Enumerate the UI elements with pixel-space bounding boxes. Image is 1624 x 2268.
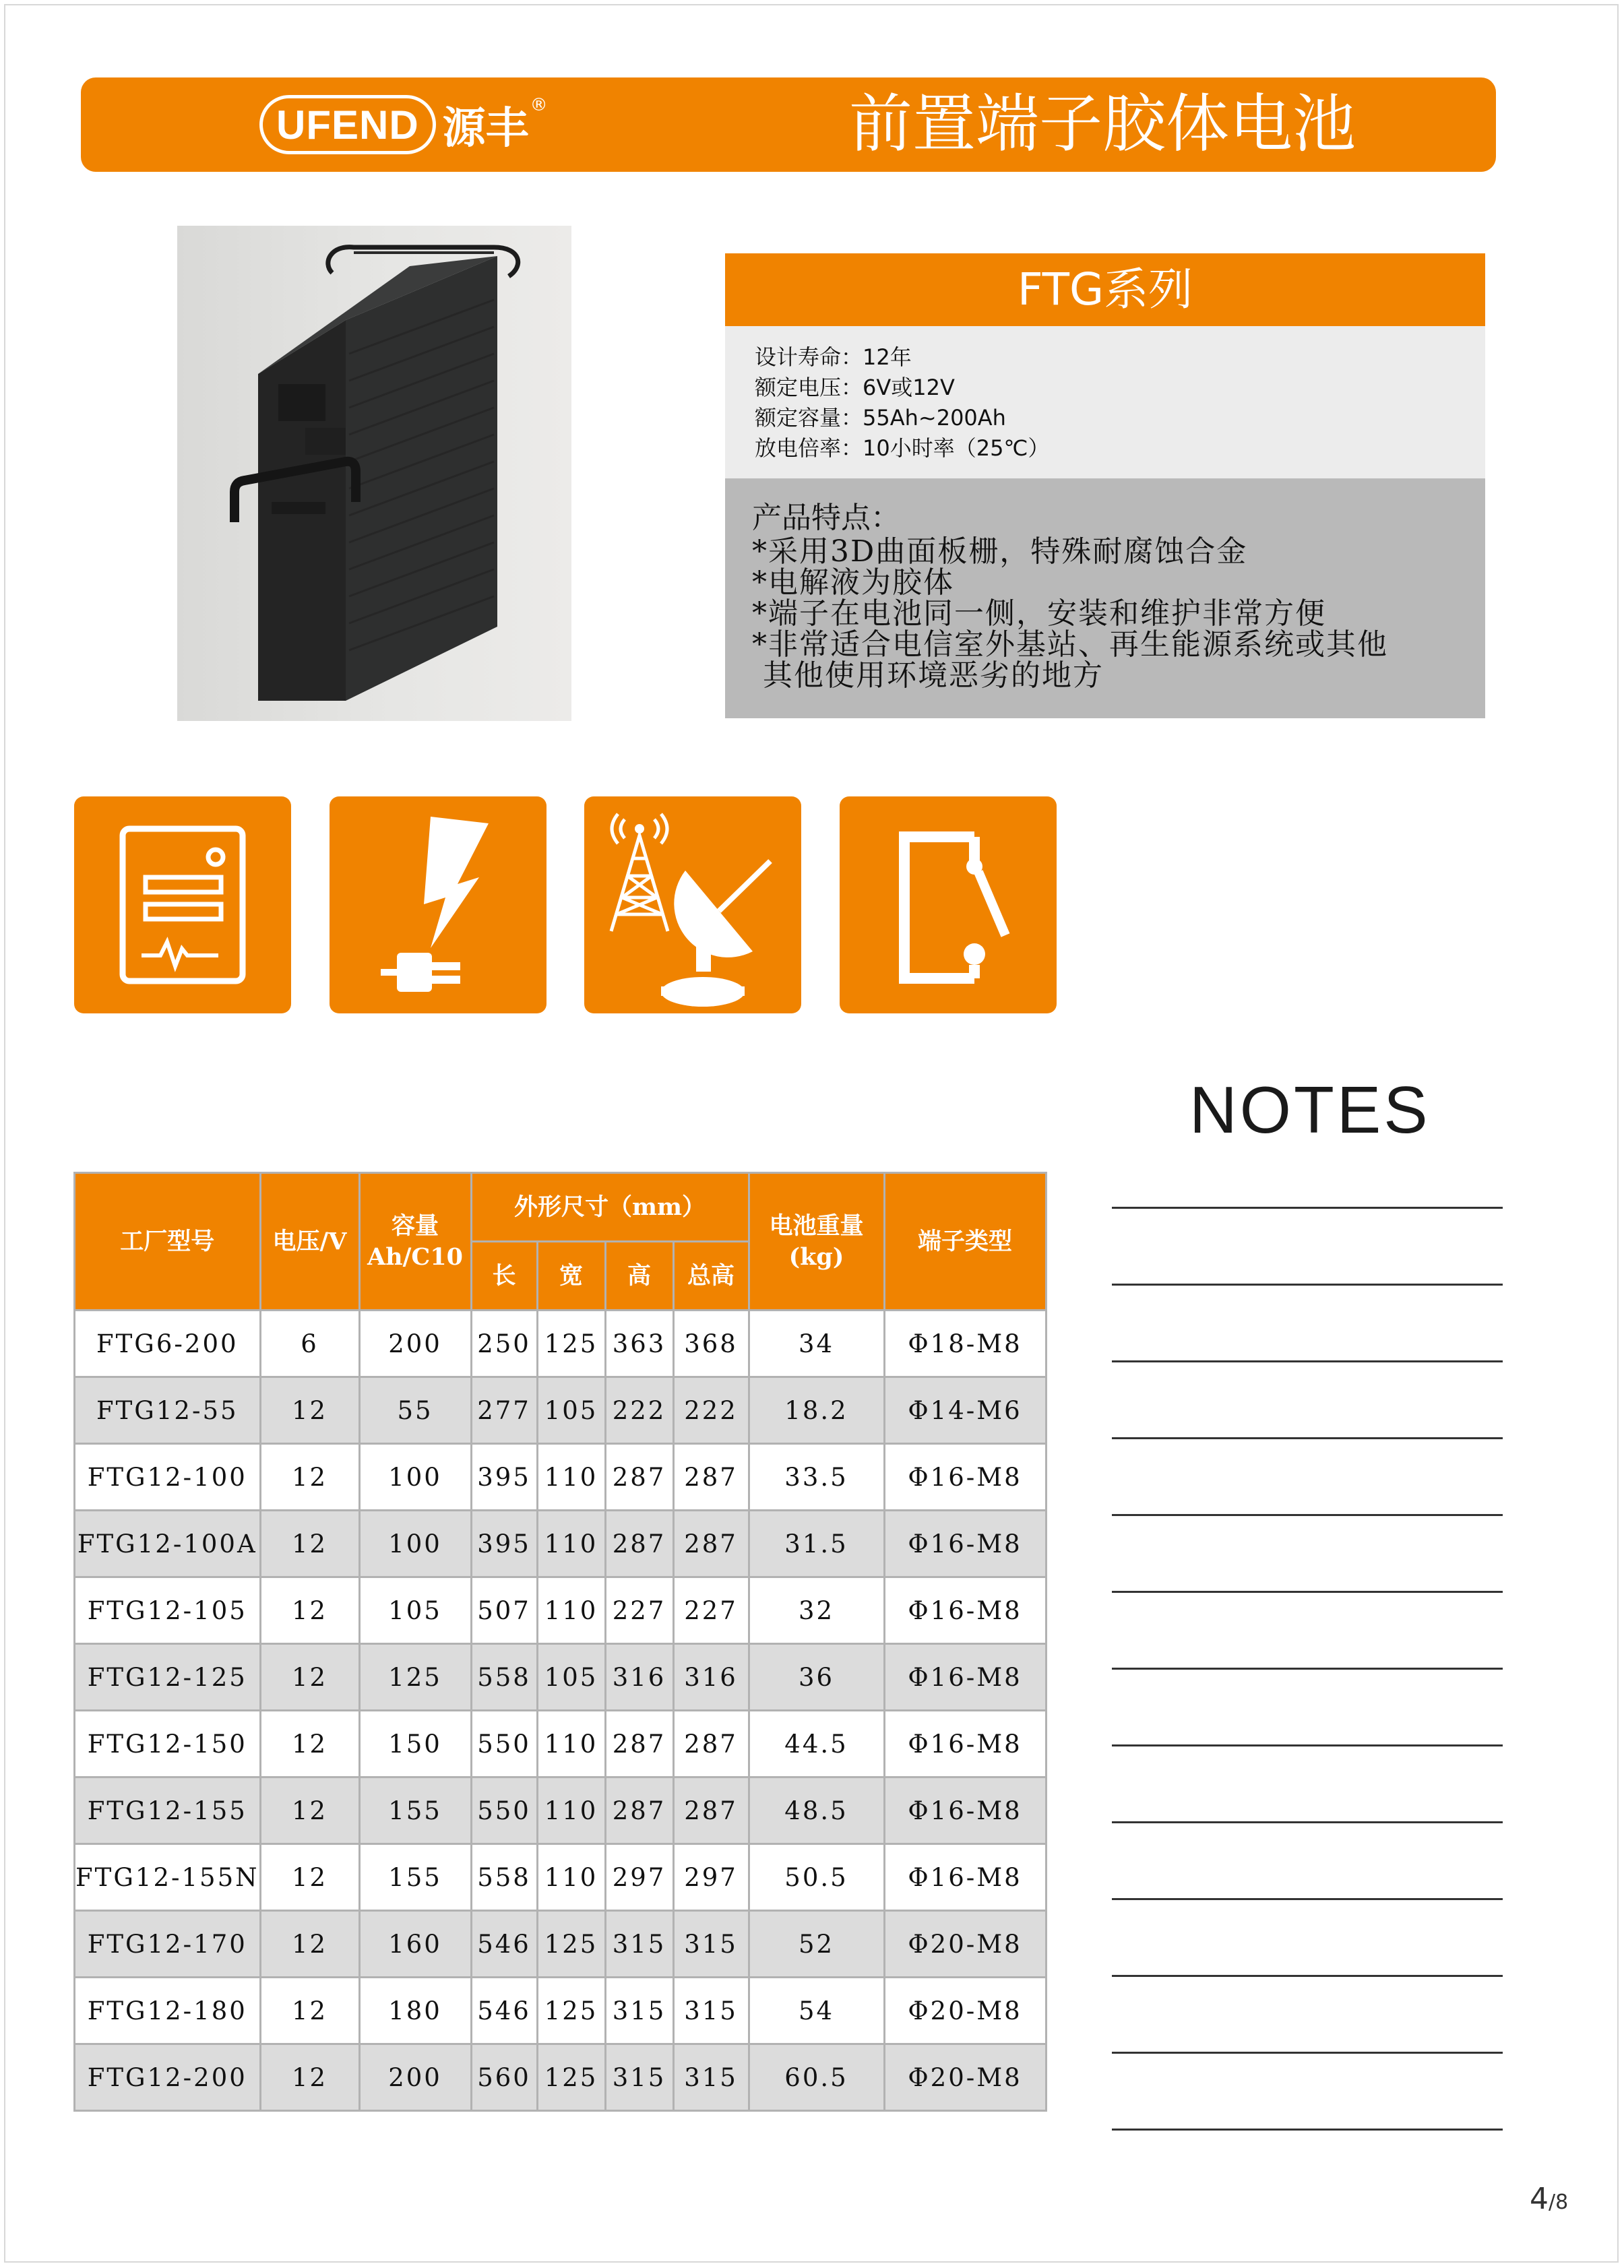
cell-width: 125 xyxy=(537,1978,605,2044)
cell-model: FTG12-155 xyxy=(75,1777,261,1844)
cell-model: FTG12-100A xyxy=(75,1511,261,1577)
table-row xyxy=(75,1911,1047,1978)
cell-terminal: Φ14-M6 xyxy=(884,1377,1046,1444)
note-line xyxy=(1112,2052,1503,2054)
cell-weight: 52 xyxy=(749,1911,884,1978)
lightning-plug-icon xyxy=(330,796,546,1013)
cell-total-height: 315 xyxy=(673,1911,749,1978)
cell-voltage: 12 xyxy=(260,1644,359,1711)
spec-discharge-rate: 放电倍率：10小时率（25℃） xyxy=(755,435,1050,461)
cell-model: FTG12-180 xyxy=(75,1978,261,2044)
cell-capacity: 55 xyxy=(359,1377,471,1444)
note-line xyxy=(1112,1975,1503,1977)
feature-item: 其他使用环境恶劣的地方 xyxy=(752,658,1104,693)
cell-height: 315 xyxy=(605,1911,673,1978)
logo-cn: 源丰 xyxy=(442,103,529,154)
header-weight-line2: (kg) xyxy=(788,1242,844,1271)
cell-total-height: 368 xyxy=(673,1311,749,1377)
cell-weight: 48.5 xyxy=(749,1777,884,1844)
cell-weight: 32 xyxy=(749,1577,884,1644)
cell-terminal: Φ16-M8 xyxy=(884,1444,1046,1511)
cell-width: 110 xyxy=(537,1444,605,1511)
cell-weight: 60.5 xyxy=(749,2044,884,2111)
cell-voltage: 12 xyxy=(260,1511,359,1577)
spec-table xyxy=(73,1172,1047,2112)
cell-capacity: 155 xyxy=(359,1777,471,1844)
cell-capacity: 160 xyxy=(359,1911,471,1978)
cell-height: 287 xyxy=(605,1777,673,1844)
cell-width: 110 xyxy=(537,1777,605,1844)
cell-total-height: 227 xyxy=(673,1577,749,1644)
cell-length: 277 xyxy=(471,1377,537,1444)
cell-width: 105 xyxy=(537,1377,605,1444)
cell-terminal: Φ16-M8 xyxy=(884,1577,1046,1644)
header-banner xyxy=(81,77,1496,172)
header-voltage: 电压/V xyxy=(260,1173,359,1311)
cell-height: 227 xyxy=(605,1577,673,1644)
note-line xyxy=(1112,1284,1503,1286)
cell-voltage: 12 xyxy=(260,2044,359,2111)
cell-model: FTG12-155N xyxy=(75,1844,261,1911)
cell-height: 315 xyxy=(605,2044,673,2111)
cell-length: 558 xyxy=(471,1844,537,1911)
cell-weight: 36 xyxy=(749,1644,884,1711)
note-line xyxy=(1112,1591,1503,1593)
page-current: 4 xyxy=(1530,2182,1549,2216)
cell-terminal: Φ16-M8 xyxy=(884,1644,1046,1711)
cell-voltage: 12 xyxy=(260,1444,359,1511)
cell-total-height: 315 xyxy=(673,1978,749,2044)
cell-weight: 31.5 xyxy=(749,1511,884,1577)
note-line xyxy=(1112,1668,1503,1670)
cell-model: FTG12-125 xyxy=(75,1644,261,1711)
cell-length: 395 xyxy=(471,1511,537,1577)
cell-weight: 50.5 xyxy=(749,1844,884,1911)
cell-length: 546 xyxy=(471,1911,537,1978)
features-title: 产品特点： xyxy=(752,501,900,535)
cell-height: 222 xyxy=(605,1377,673,1444)
cell-capacity: 100 xyxy=(359,1511,471,1577)
table-body xyxy=(75,1311,1047,2111)
cell-height: 287 xyxy=(605,1511,673,1577)
feature-item: *非常适合电信室外基站、再生能源系统或其他 xyxy=(752,627,1388,662)
table-row xyxy=(75,1577,1047,1644)
cell-width: 125 xyxy=(537,2044,605,2111)
cell-capacity: 105 xyxy=(359,1577,471,1644)
spec-rated-voltage: 额定电压：6V或12V xyxy=(755,375,955,400)
header-height: 高 xyxy=(605,1242,673,1311)
cell-length: 546 xyxy=(471,1978,537,2044)
cell-length: 550 xyxy=(471,1777,537,1844)
note-line xyxy=(1112,1898,1503,1900)
cell-capacity: 200 xyxy=(359,1311,471,1377)
spec-rated-capacity: 额定容量：55Ah~200Ah xyxy=(755,405,1006,431)
cell-terminal: Φ16-M8 xyxy=(884,1511,1046,1577)
cell-model: FTG12-100 xyxy=(75,1444,261,1511)
cell-height: 363 xyxy=(605,1311,673,1377)
header-dims: 外形尺寸（mm） xyxy=(471,1173,749,1242)
cell-capacity: 180 xyxy=(359,1978,471,2044)
table-row xyxy=(75,1644,1047,1711)
cell-total-height: 287 xyxy=(673,1711,749,1777)
cell-voltage: 12 xyxy=(260,1844,359,1911)
cell-terminal: Φ20-M8 xyxy=(884,1978,1046,2044)
cell-capacity: 200 xyxy=(359,2044,471,2111)
cell-terminal: Φ20-M8 xyxy=(884,2044,1046,2111)
cell-height: 316 xyxy=(605,1644,673,1711)
cell-weight: 44.5 xyxy=(749,1711,884,1777)
spec-box xyxy=(725,326,1485,478)
cell-width: 125 xyxy=(537,1311,605,1377)
header-weight-line1: 电池重量 xyxy=(769,1211,864,1240)
cell-width: 125 xyxy=(537,1911,605,1978)
header-width: 宽 xyxy=(537,1242,605,1311)
features-box xyxy=(725,478,1485,718)
cell-terminal: Φ18-M8 xyxy=(884,1311,1046,1377)
cell-voltage: 12 xyxy=(260,1577,359,1644)
cell-weight: 54 xyxy=(749,1978,884,2044)
header-capacity-line2: Ah/C10 xyxy=(367,1242,463,1271)
cell-terminal: Φ16-M8 xyxy=(884,1844,1046,1911)
page-total: /8 xyxy=(1549,2191,1569,2214)
header-total-height: 总高 xyxy=(673,1242,749,1311)
cell-width: 110 xyxy=(537,1711,605,1777)
cell-width: 110 xyxy=(537,1844,605,1911)
table-row xyxy=(75,2044,1047,2111)
cell-terminal: Φ20-M8 xyxy=(884,1911,1046,1978)
cell-voltage: 12 xyxy=(260,1711,359,1777)
spec-design-life: 设计寿命：12年 xyxy=(755,344,912,370)
table-row xyxy=(75,1711,1047,1777)
registered-mark: ® xyxy=(530,95,548,115)
battery-image xyxy=(177,226,571,721)
cell-length: 550 xyxy=(471,1711,537,1777)
note-line xyxy=(1112,1360,1503,1362)
note-line xyxy=(1112,1821,1503,1823)
product-photo xyxy=(177,226,571,721)
header-model: 工厂型号 xyxy=(75,1173,261,1311)
table-row xyxy=(75,1311,1047,1377)
cell-length: 558 xyxy=(471,1644,537,1711)
feature-item: *采用3D曲面板栅，特殊耐腐蚀合金 xyxy=(752,534,1248,569)
tower-satellite-icon xyxy=(584,796,801,1013)
table-row xyxy=(75,1777,1047,1844)
note-line xyxy=(1112,1207,1503,1209)
cell-length: 560 xyxy=(471,2044,537,2111)
brand-logo xyxy=(259,92,548,157)
document-icon xyxy=(74,796,291,1013)
note-line xyxy=(1112,1437,1503,1439)
cell-height: 315 xyxy=(605,1978,673,2044)
page-title: 前置端子胶体电池 xyxy=(849,88,1356,161)
cell-width: 105 xyxy=(537,1644,605,1711)
cell-model: FTG12-150 xyxy=(75,1711,261,1777)
cell-model: FTG12-170 xyxy=(75,1911,261,1978)
cell-weight: 18.2 xyxy=(749,1377,884,1444)
cell-length: 250 xyxy=(471,1311,537,1377)
page-number xyxy=(1530,2182,1584,2216)
cell-model: FTG12-105 xyxy=(75,1577,261,1644)
cell-capacity: 155 xyxy=(359,1844,471,1911)
cell-height: 287 xyxy=(605,1711,673,1777)
cell-model: FTG12-200 xyxy=(75,2044,261,2111)
cell-total-height: 222 xyxy=(673,1377,749,1444)
feature-item: *端子在电池同一侧，安装和维护非常方便 xyxy=(752,596,1326,631)
cell-total-height: 287 xyxy=(673,1444,749,1511)
cell-terminal: Φ16-M8 xyxy=(884,1711,1046,1777)
header-terminal: 端子类型 xyxy=(884,1173,1046,1311)
cell-voltage: 12 xyxy=(260,1978,359,2044)
cell-total-height: 315 xyxy=(673,2044,749,2111)
cell-weight: 33.5 xyxy=(749,1444,884,1511)
cell-total-height: 297 xyxy=(673,1844,749,1911)
cell-width: 110 xyxy=(537,1511,605,1577)
table-row xyxy=(75,1978,1047,2044)
cell-capacity: 125 xyxy=(359,1644,471,1711)
note-line xyxy=(1112,1744,1503,1746)
header-capacity xyxy=(359,1173,471,1311)
cell-voltage: 12 xyxy=(260,1377,359,1444)
cell-weight: 34 xyxy=(749,1311,884,1377)
note-line xyxy=(1112,2129,1503,2131)
cell-capacity: 100 xyxy=(359,1444,471,1511)
feature-item: *电解液为胶体 xyxy=(752,565,954,600)
cell-model: FTG12-55 xyxy=(75,1377,261,1444)
cell-total-height: 287 xyxy=(673,1777,749,1844)
table-row xyxy=(75,1511,1047,1577)
header-weight xyxy=(749,1173,884,1311)
cell-terminal: Φ16-M8 xyxy=(884,1777,1046,1844)
header-capacity-line1: 容量 xyxy=(391,1211,439,1240)
cell-voltage: 6 xyxy=(260,1311,359,1377)
note-line xyxy=(1112,1514,1503,1516)
cell-height: 297 xyxy=(605,1844,673,1911)
cell-capacity: 150 xyxy=(359,1711,471,1777)
table-row xyxy=(75,1377,1047,1444)
series-title: FTG系列 xyxy=(725,253,1485,326)
table-row xyxy=(75,1844,1047,1911)
cell-total-height: 287 xyxy=(673,1511,749,1577)
cell-voltage: 12 xyxy=(260,1777,359,1844)
cell-length: 395 xyxy=(471,1444,537,1511)
table-row xyxy=(75,1444,1047,1511)
door-switch-icon xyxy=(840,796,1057,1013)
cell-model: FTG6-200 xyxy=(75,1311,261,1377)
cell-voltage: 12 xyxy=(260,1911,359,1978)
cell-total-height: 316 xyxy=(673,1644,749,1711)
cell-length: 507 xyxy=(471,1577,537,1644)
cell-height: 287 xyxy=(605,1444,673,1511)
header-length: 长 xyxy=(471,1242,537,1311)
logo-text: UFEND xyxy=(259,95,436,154)
cell-width: 110 xyxy=(537,1577,605,1644)
notes-title: NOTES xyxy=(1189,1073,1431,1147)
